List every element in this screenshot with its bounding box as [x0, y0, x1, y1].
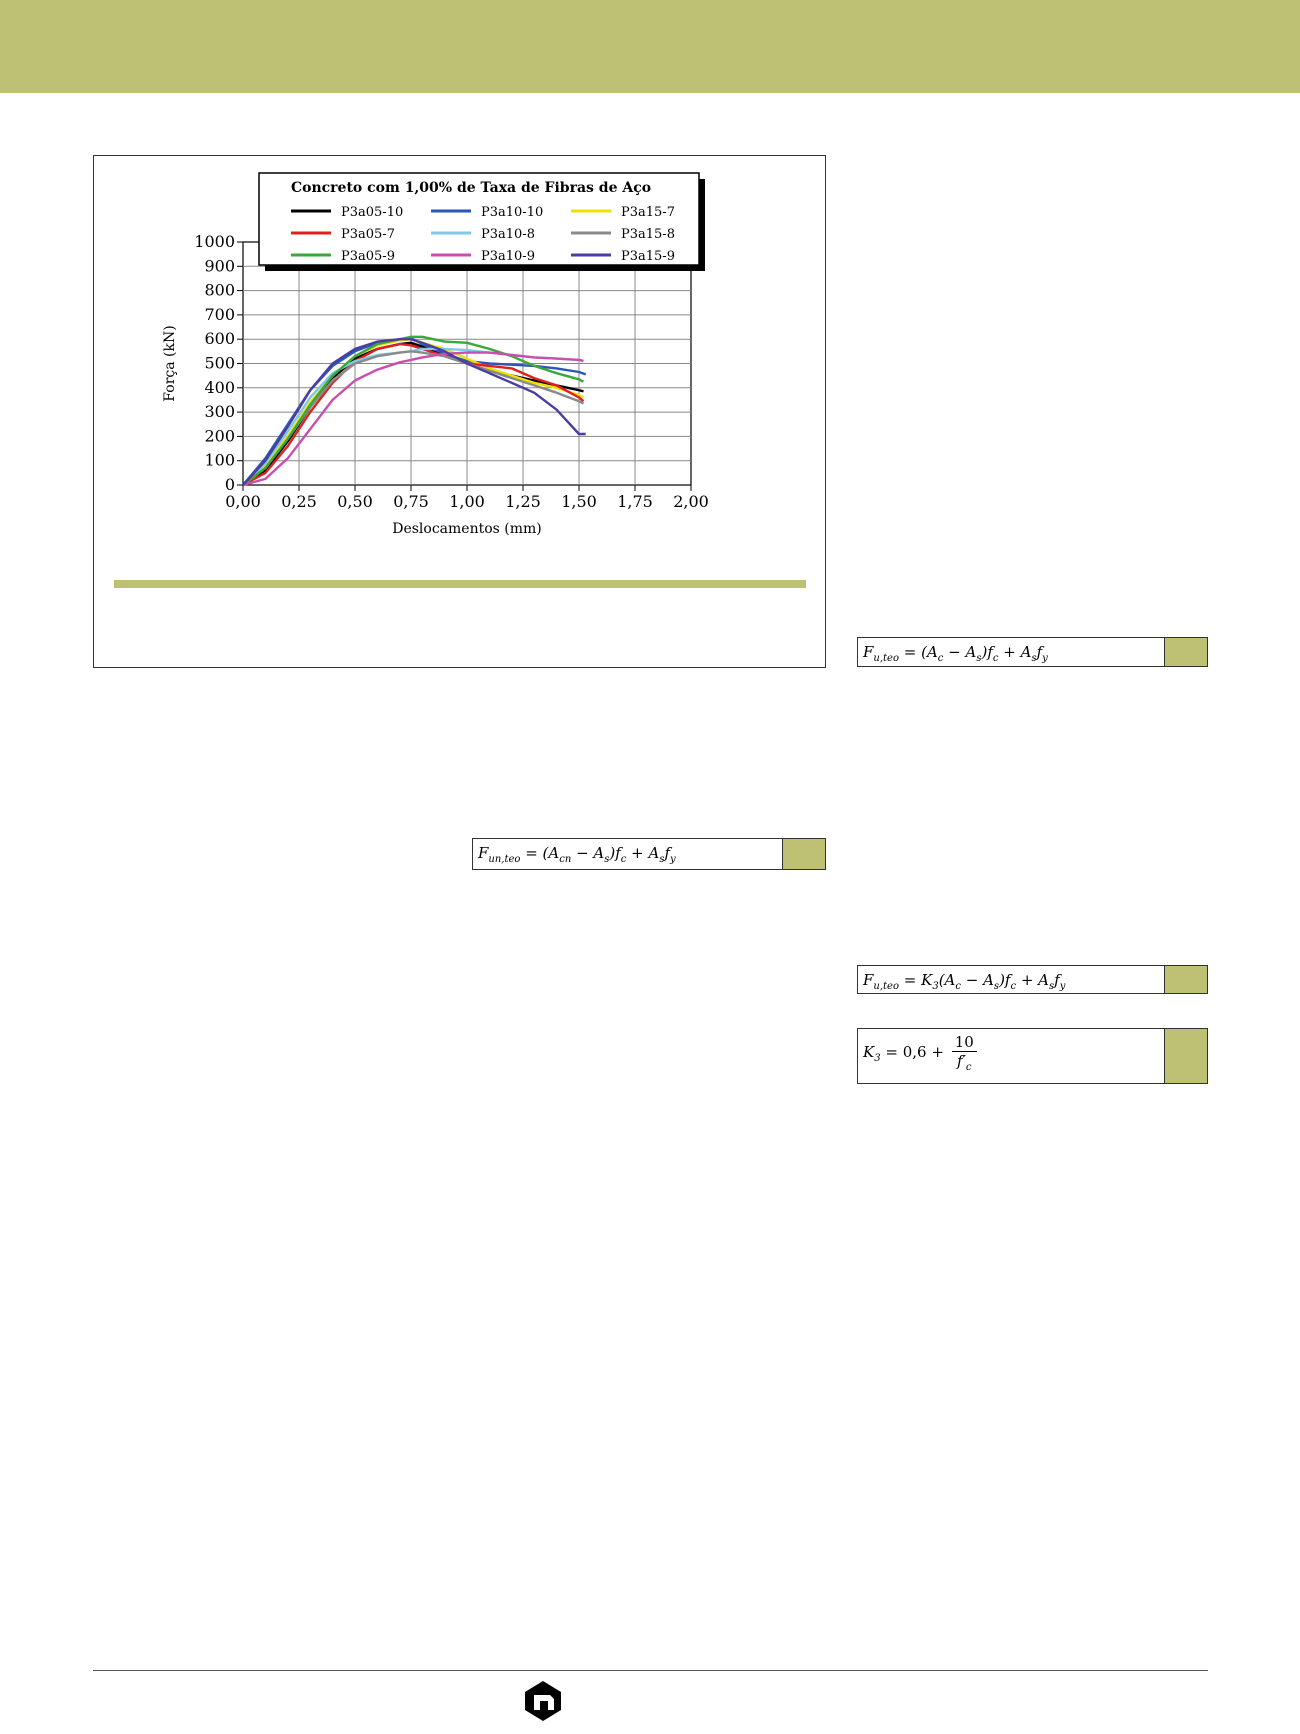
legend-label: P3a15-8 — [621, 227, 675, 242]
x-tick-label: 0,75 — [393, 492, 429, 511]
legend-label: P3a10-9 — [481, 249, 535, 264]
y-tick-label: 400 — [204, 377, 235, 397]
fraction: $\frac{10}{f'_c}$ — [952, 1033, 977, 1073]
equation-number-cell — [1164, 966, 1207, 993]
x-axis-label: Deslocamentos (mm) — [392, 521, 542, 537]
equation-k3 — [857, 1028, 1208, 1084]
caption-bar — [114, 580, 806, 588]
x-tick-label: 2,00 — [673, 492, 709, 511]
y-tick-label: 200 — [204, 426, 235, 446]
legend-label: P3a05-9 — [341, 249, 395, 264]
y-tick-label: 0 — [224, 475, 235, 494]
legend-label: P3a05-7 — [341, 227, 395, 242]
x-tick-label: 1,25 — [505, 492, 541, 511]
equation-expression: $F_{u,teo} = (A_c - A_s)f_c + A_sf_y$ — [863, 643, 1048, 664]
y-tick-label: 500 — [204, 353, 235, 373]
equation-fu-teo-k3 — [857, 965, 1208, 994]
y-tick-label: 700 — [204, 304, 235, 324]
equation-expression: $F_{u,teo} = K_3(A_c - A_s)f_c + A_sf_y$ — [863, 971, 1066, 992]
footer-rule — [93, 1670, 1208, 1671]
legend-label: P3a15-9 — [621, 249, 675, 264]
legend-title: Concreto com 1,00% de Taxa de Fibras de Aço — [291, 180, 652, 196]
y-tick-label: 300 — [204, 402, 235, 422]
y-tick-label: 900 — [204, 256, 235, 276]
x-tick-label: 0,00 — [225, 492, 261, 511]
equation-expression: $K_3 = 0,6$ + $\frac{10}{f'_c}$ — [863, 1033, 977, 1073]
publisher-logo-icon — [523, 1680, 563, 1722]
force-displacement-chart — [94, 156, 827, 576]
legend-label: P3a10-10 — [481, 205, 544, 220]
header-band — [0, 0, 1300, 93]
equation-fun-teo — [472, 838, 826, 870]
x-tick-label: 1,00 — [449, 492, 485, 511]
x-tick-label: 1,50 — [561, 492, 597, 511]
equation-fu-teo — [857, 637, 1208, 667]
x-tick-label: 0,50 — [337, 492, 373, 511]
equation-number-cell — [1164, 1029, 1207, 1083]
legend-label: P3a10-8 — [481, 227, 535, 242]
figure-frame — [93, 155, 826, 668]
legend-label: P3a15-7 — [621, 205, 675, 220]
y-tick-label: 800 — [204, 280, 235, 300]
equation-number-cell — [1164, 638, 1207, 666]
y-tick-label: 600 — [204, 329, 235, 349]
legend-label: P3a05-10 — [341, 205, 404, 220]
equation-number-cell — [782, 839, 825, 869]
x-tick-label: 0,25 — [281, 492, 317, 511]
x-tick-label: 1,75 — [617, 492, 653, 511]
y-axis-label: Força (kN) — [162, 325, 178, 402]
y-tick-label: 1000 — [194, 232, 235, 251]
y-tick-label: 100 — [204, 450, 235, 470]
equation-expression: $F_{un,teo} = (A_{cn} - A_s)f_c + A_sf_y$ — [478, 844, 676, 865]
